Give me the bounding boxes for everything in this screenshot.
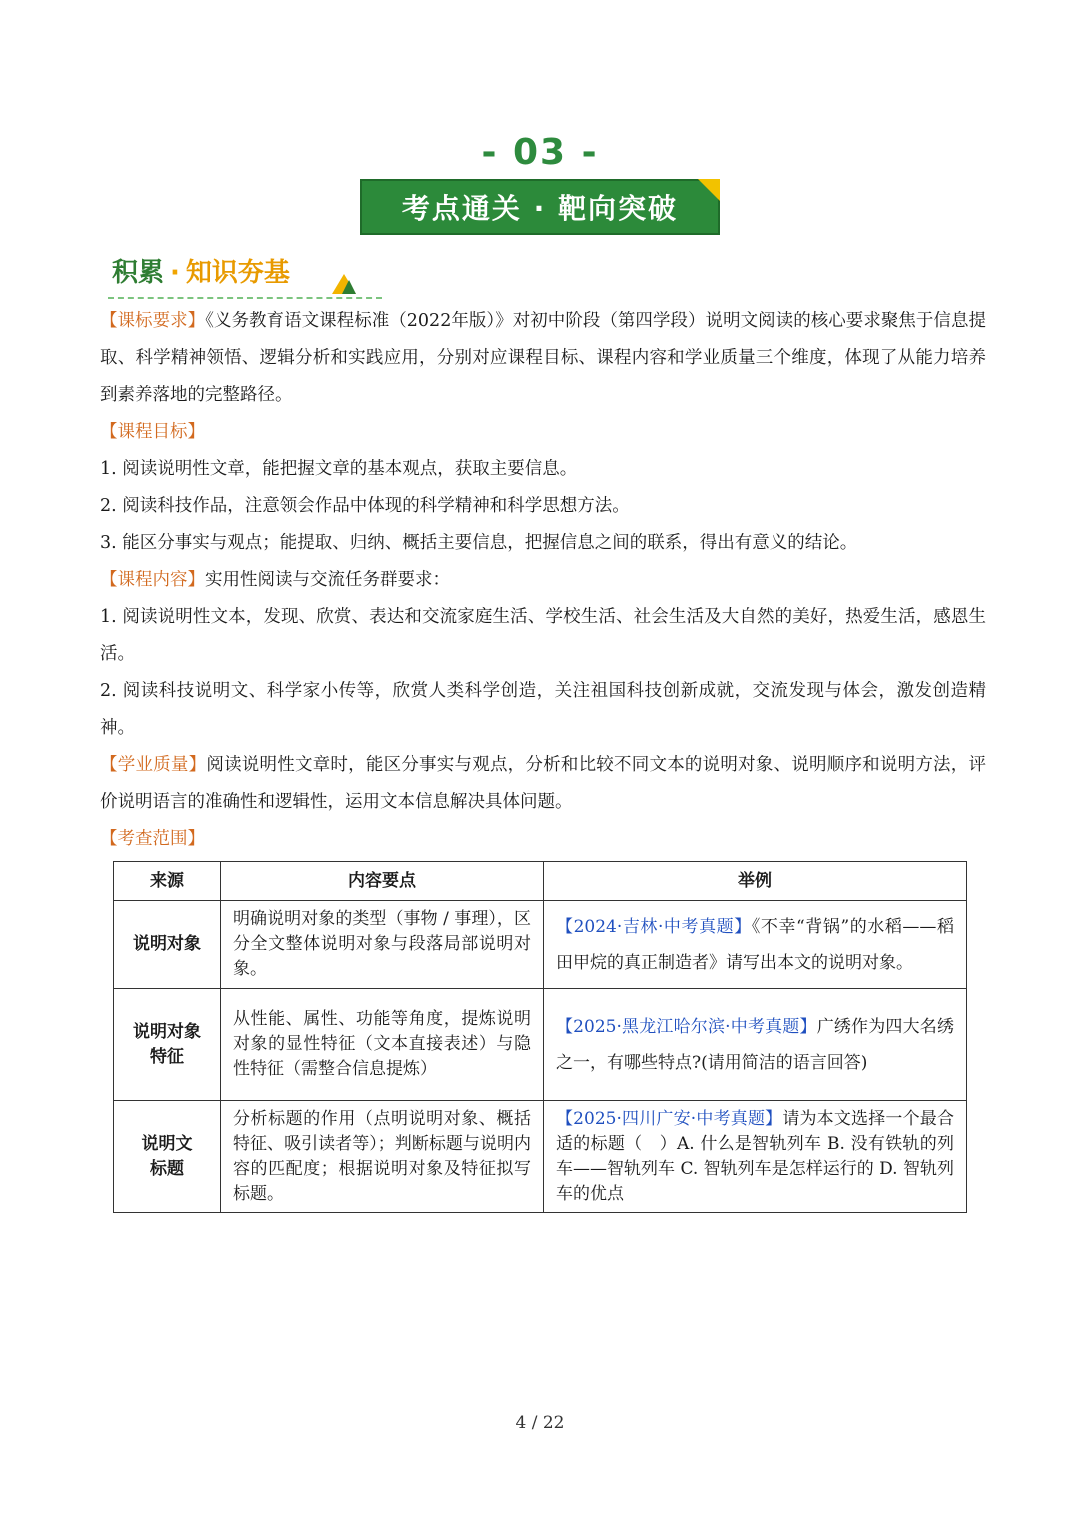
scope-heading xyxy=(100,821,986,858)
table-cell-points: 从性能、属性、功能等角度，提炼说明对象的显性特征（文本直接表述）与隐性特征（需整合信息提炼） xyxy=(221,989,544,1101)
goal-item: 2. 阅读科技作品，注意领会作品中体现的科学精神和科学思想方法。 xyxy=(100,496,630,516)
table-cell-example xyxy=(544,901,967,989)
course-content-tag: 【课程内容】 xyxy=(100,570,205,590)
table-cell-example xyxy=(544,989,967,1101)
sub-heading-part-a: 积累 xyxy=(112,258,165,288)
table-header-cell: 举例 xyxy=(544,862,967,901)
goal-item: 3. 能区分事实与观点；能提取、归纳、概括主要信息，把握信息之间的联系，得出有意义的结论。 xyxy=(100,533,858,553)
goals-heading xyxy=(100,414,986,451)
table-cell-source xyxy=(114,989,221,1101)
quality-tag: 【学业质量】 xyxy=(100,755,207,775)
table-cell-points: 明确说明对象的类型（事物 / 事理），区分全文整体说明对象与段落局部说明对象。 xyxy=(221,901,544,989)
scope-tag: 【考查范围】 xyxy=(100,829,205,849)
quality-paragraph xyxy=(100,747,986,821)
scope-table xyxy=(113,861,967,1213)
dashed-underline xyxy=(108,297,382,299)
intro-text: 《义务教育语文课程标准（2022年版）》对初中阶段（第四学段）说明文阅读的核心要求聚焦于信息提取、科学精神领悟、逻辑分析和实践应用，分别对应课程目标、课程内容和学业质量三个维度，体现了从能力培养到素养落地的完整路径。 xyxy=(100,311,986,405)
section-banner xyxy=(360,179,720,235)
table-row xyxy=(114,1101,967,1213)
example-text: 《不幸“背锅”的水稻——稻田甲烷的真正制造者》请写出本文的说明对象。 xyxy=(556,916,954,973)
course-content-item: 2. 阅读科技说明文、科学家小传等，欣赏人类科学创造，关注祖国科技创新成就，交流发现与体会，激发创造精神。 xyxy=(100,681,986,738)
sub-heading-part-b: 知识夯基 xyxy=(185,258,290,288)
table-header-cell: 来源 xyxy=(114,862,221,901)
goal-item: 1. 阅读说明性文章，能把握文章的基本观点，获取主要信息。 xyxy=(100,459,578,479)
example-text: 广绣作为四大名绣之一，有哪些特点?(请用简洁的语言回答) xyxy=(556,1016,954,1073)
quality-text: 阅读说明性文章时，能区分事实与观点，分析和比较不同文本的说明对象、说明顺序和说明方法，评价说明语言的准确性和逻辑性，运用文本信息解决具体问题。 xyxy=(100,755,987,812)
page-indicator: 4 / 22 xyxy=(515,1413,565,1433)
source-label: 说明文标题 xyxy=(141,1133,193,1179)
sub-heading-dot: · xyxy=(170,258,180,288)
example-source: 【2025·四川广安·中考真题】 xyxy=(556,1108,783,1129)
table-header-row xyxy=(114,862,967,901)
course-content-heading xyxy=(100,562,986,599)
example-source: 【2025·黑龙江哈尔滨·中考真题】 xyxy=(556,1016,817,1037)
table-cell-points: 分析标题的作用（点明说明对象、概括特征、吸引读者等）；判断标题与说明内容的匹配度；根据说明对象及特征拟写标题。 xyxy=(221,1101,544,1213)
table-header-cell: 内容要点 xyxy=(221,862,544,901)
sub-heading xyxy=(112,252,290,296)
section-number: - 03 - xyxy=(481,132,599,173)
intro-tag: 【课标要求】 xyxy=(100,311,206,331)
example-source: 【2024·吉林·中考真题】 xyxy=(556,916,752,937)
body-text xyxy=(100,303,986,858)
table-cell-source xyxy=(114,1101,221,1213)
mountain-small-icon xyxy=(342,280,356,294)
course-content-lead: 实用性阅读与交流任务群要求： xyxy=(205,570,450,590)
example-text: 请为本文选择一个最合适的标题（ ）A. 什么是智轨列车 B. 没有铁轨的列车——智轨列车 C. 智轨列车是怎样运行的 D. 智轨列车的优点 xyxy=(556,1108,954,1204)
goals-tag: 【课程目标】 xyxy=(100,422,205,442)
table-cell-source: 说明对象 xyxy=(114,901,221,989)
source-label: 说明对象特征 xyxy=(133,1021,201,1067)
banner-title: 考点通关 · 靶向突破 xyxy=(401,192,679,225)
table-cell-example xyxy=(544,1101,967,1213)
table-row xyxy=(114,901,967,989)
table-row xyxy=(114,989,967,1101)
course-content-item: 1. 阅读说明性文本，发现、欣赏、表达和交流家庭生活、学校生活、社会生活及大自然的美好，热爱生活，感恩生活。 xyxy=(100,607,986,664)
intro-paragraph xyxy=(100,303,986,414)
